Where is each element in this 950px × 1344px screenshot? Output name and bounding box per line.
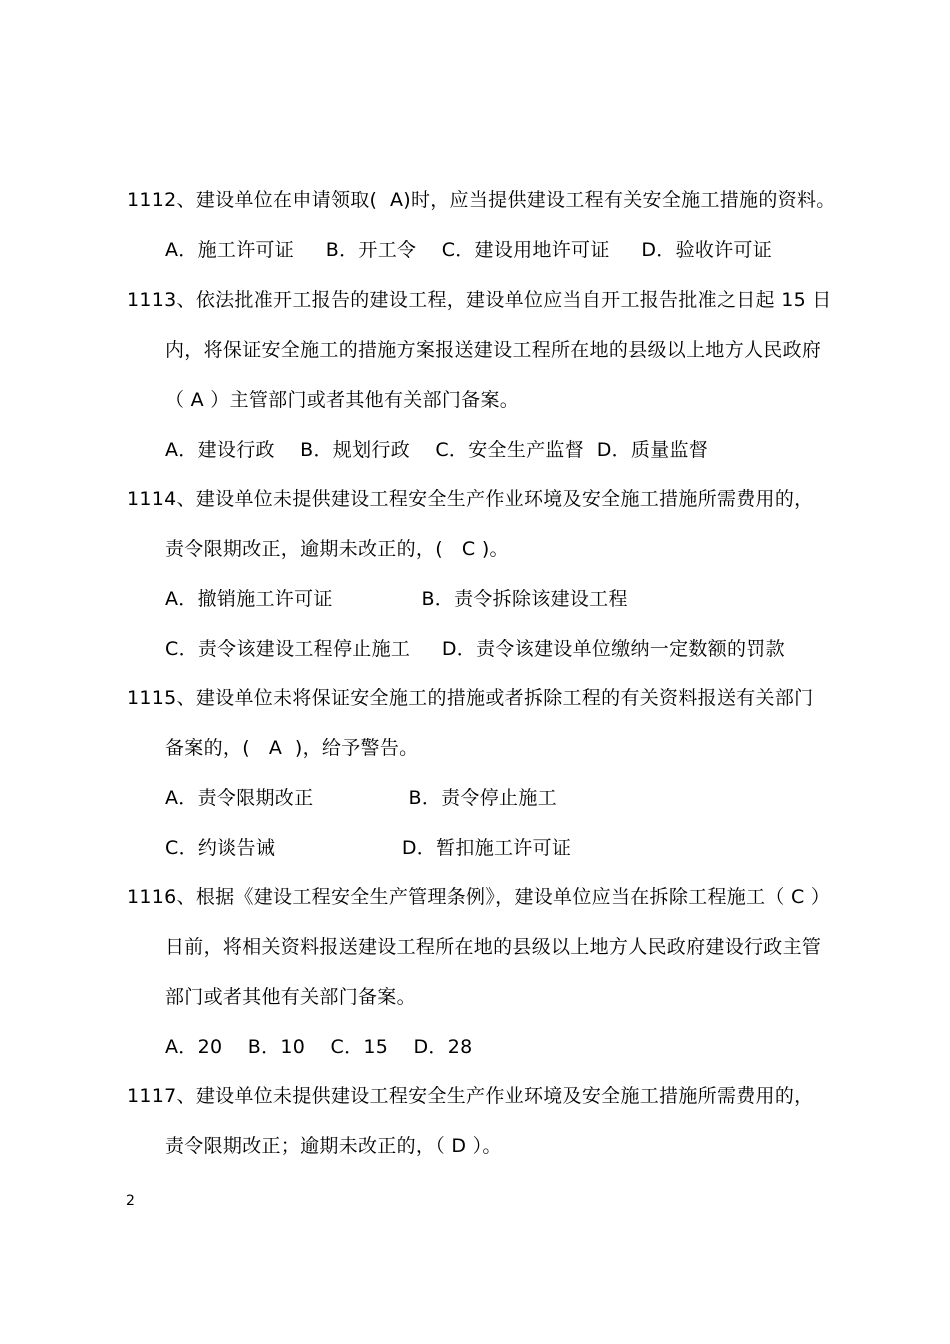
question-1113-line-1: 1113、依法批准开工报告的建设工程，建设单位应当自开工报告批准之日起 15 日 <box>127 289 832 311</box>
question-1116-line-2: 日前，将相关资料报送建设工程所在地的县级以上地方人民政府建设行政主管 <box>165 936 822 958</box>
question-1113-line-2: 内，将保证安全施工的措施方案报送建设工程所在地的县级以上地方人民政府 <box>165 339 822 361</box>
question-1114-options-1: A．撤销施工许可证 B．责令拆除该建设工程 <box>165 588 628 610</box>
question-1113-options: A．建设行政 B．规划行政 C．安全生产监督 D．质量监督 <box>165 439 709 461</box>
question-1117-line-1: 1117、建设单位未提供建设工程安全生产作业环境及安全施工措施所需费用的， <box>127 1085 814 1107</box>
question-1114-line-2: 责令限期改正，逾期未改正的，( C )。 <box>165 538 509 560</box>
page-number: 2 <box>126 1193 135 1209</box>
question-1117-line-2: 责令限期改正；逾期未改正的，（ D ）。 <box>165 1135 502 1157</box>
question-1116-options: A．20 B．10 C．15 D．28 <box>165 1036 473 1058</box>
question-1112-line-1: 1112、建设单位在申请领取( A)时，应当提供建设工程有关安全施工措施的资料。 <box>127 189 836 211</box>
question-1114-options-2: C．责令该建设工程停止施工 D．责令该建设单位缴纳一定数额的罚款 <box>165 638 785 660</box>
question-1113-line-3: （ A ）主管部门或者其他有关部门备案。 <box>165 389 520 411</box>
question-1112-options: A．施工许可证 B．开工令 C．建设用地许可证 D．验收许可证 <box>165 239 773 261</box>
question-1116-line-1: 1116、根据《建设工程安全生产管理条例》，建设单位应当在拆除工程施工（ C ） <box>127 886 831 908</box>
question-1115-line-2: 备案的，( A )，给予警告。 <box>165 737 419 759</box>
question-1116-line-3: 部门或者其他有关部门备案。 <box>165 986 416 1008</box>
question-1114-line-1: 1114、建设单位未提供建设工程安全生产作业环境及安全施工措施所需费用的， <box>127 488 814 510</box>
question-1115-line-1: 1115、建设单位未将保证安全施工的措施或者拆除工程的有关资料报送有关部门 <box>127 687 814 709</box>
question-1115-options-1: A．责令限期改正 B．责令停止施工 <box>165 787 557 809</box>
question-1115-options-2: C．约谈告诫 D．暂扣施工许可证 <box>165 837 572 859</box>
